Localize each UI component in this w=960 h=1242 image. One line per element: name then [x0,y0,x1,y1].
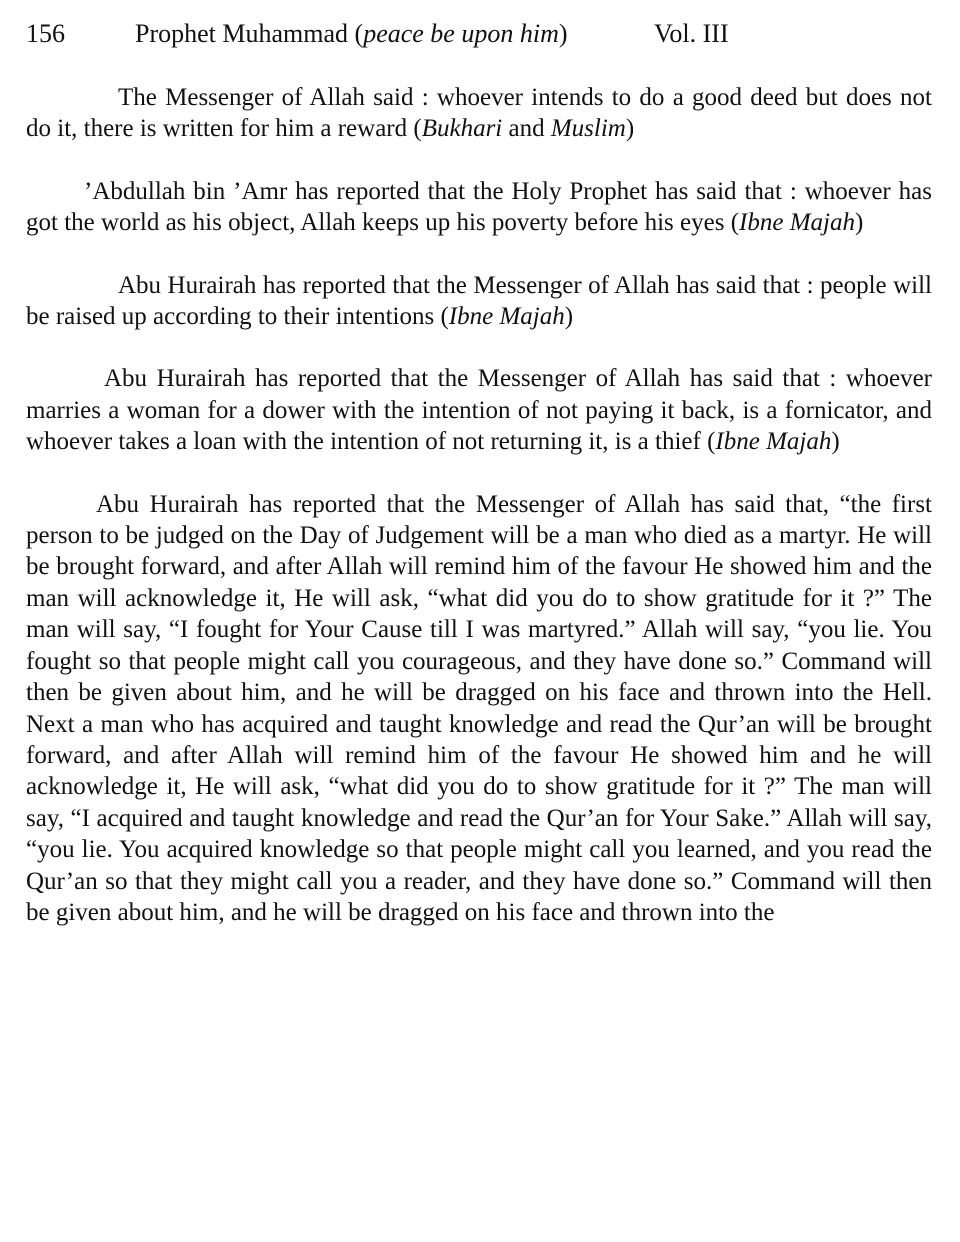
hadith-paragraph-2 [26,176,932,239]
volume-label: Vol. III [654,19,729,48]
source-citation: Ibne Majah [715,428,832,456]
book-title [135,18,568,50]
paragraph-text: Abu Hurairah has reported that the Messenger of Allah has said that : whoever marries a woman for a dower with the intention of not paying it back, is a fornicator, and whoever takes a loan with the intention of not returning it, is a thief ( [26,365,932,456]
paragraph-text: Abu Hurairah has reported that the Messenger of Allah has said that : people will be raised up according to their intentions ( [26,271,932,331]
book-title-suffix: ) [558,19,568,48]
source-citation: Bukhari [421,115,503,143]
paragraph-text: ) [831,428,840,456]
source-citation: Ibne Majah [448,303,565,331]
paragraph-text: The Messenger of Allah said : whoever intends to do a good deed but does not do it, there is written for him a reward ( [26,84,932,143]
book-title-prefix: Prophet Muhammad ( [135,19,364,48]
paragraph-text: ) [855,209,864,237]
source-citation: Muslim [550,115,626,143]
source-citation: Ibne Majah [739,209,855,237]
hadith-paragraph-3 [26,270,932,333]
hadith-paragraph-4 [26,363,932,457]
hadith-paragraph-1 [26,82,932,145]
page-body [26,82,932,928]
paragraph-text: ’Abdullah bin ’Amr has reported that the Holy Prophet has said that : whoever has got the world as his object, Allah keeps up his poverty before his eyes ( [26,177,932,237]
paragraph-text: ) [564,303,574,331]
book-title-honorific: peace be upon him [363,19,559,48]
paragraph-text: ) [625,115,635,143]
page-number: 156 [26,19,65,48]
paragraph-text: Abu Hurairah has reported that the Messenger of Allah has said that, “the first person to be judged on the Day of Judgement will be a man who died as a martyr. He will be brought forward, and after Allah will remind him of the favour He showed him and the man will acknowledge it, He will ask, “what did you do to show gratitude for it ?” The man will say, “I fought for Your Cause till I was martyred.” Allah will say, “you lie. You fought so that people might call you courageous, and they have done so.” Command will then be given about him, and he will be dragged on his face and thrown into the Hell. Next a man who has acquired and taught knowledge and read the Qur’an will be brought forward, and after Allah will remind him of the favour He showed him and he will acknowledge it, He will ask, “what did you do to show gratitude for it ?” The man will say, “I acquired and taught knowledge and read the Qur’an for Your Sake.” Allah will say, “you lie. You acquired knowledge so that people might call you learned, and you read the Qur’an so that they might call you a reader, and they have done so.” Command will then be given about him, and he will be dragged on his face and thrown into the [26,490,932,926]
paragraph-text: and [502,115,551,143]
hadith-paragraph-5 [26,489,932,929]
